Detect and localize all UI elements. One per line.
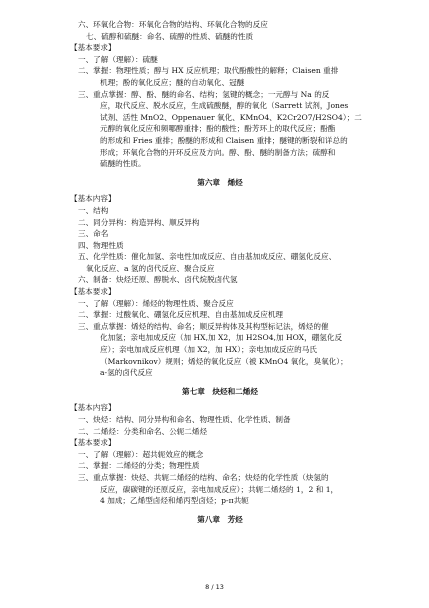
text-line: 二、掌握：过酸氧化、硼氢化反应机理、自由基加成反应机理 <box>78 310 284 320</box>
text-line: 反应，碳碳键的还原反应，亲电加成反应）；共轭二烯烃的 1，2 和 1， <box>100 484 339 494</box>
text-line: 二、掌握：物理性质；醇与 HX 反应机理；取代酚酸性的解释；Claisen 重排 <box>78 66 339 76</box>
text-line: 六、制备：炔烃还原、醇脱水、卤代烷脱卤代氢 <box>78 275 238 285</box>
text-line: 【基本要求】 <box>70 438 116 448</box>
text-line: 五、化学性质：催化加氢、亲电性加成反应、自由基加成反应、硼氢化反应、 <box>78 252 337 262</box>
text-line: 试剂、活性 MnO2、Oppenauer 氧化、KMnO4、K2Cr2O7/H2SO4）；二 <box>100 112 362 122</box>
text-line: 七、硫醇和硫醚：命名、硫醇的性质、硫醚的性质 <box>86 31 254 41</box>
text-line: 4 加成；乙烯型卤烃和烯丙型卤烃；p-π共轭 <box>100 496 249 506</box>
text-line: 三、重点掌握：烯烃的结构、命名；顺反异构体及其构型标记法，烯烃的催 <box>78 321 329 331</box>
text-line: 一、炔烃：结构、同分异构和命名、物理性质、化学性质、制备 <box>78 415 291 424</box>
text-line: 六、环氧化合物：环氧化合物的结构、环氧化合物的反应 <box>78 20 268 29</box>
text-line: 一、了解（理解）：超共轭效应的概念 <box>78 449 204 459</box>
text-line: 的形成和 Fries 重排；酚醚的形成和 Claisen 重排；醚键的断裂和详总的 <box>100 135 348 145</box>
text-line: 形成；环氧化合物的开环反应及方向。醇、酚、醚的制备方法；硫醇和 <box>100 147 336 157</box>
text-line: a-氢的卤代反应 <box>100 368 153 378</box>
text-line: 四、物理性质 <box>78 240 124 250</box>
text-line: 三、重点掌握：炔烃、共轭二烯烃的结构、命名；炔烃的化学性质（炔氢的 <box>78 472 329 482</box>
text-line: 硫醚的性质。 <box>100 159 146 169</box>
page-number: 8 / 13 <box>205 583 224 591</box>
text-line: 【基本要求】 <box>70 43 116 53</box>
text-line: 二、同分异构：构造异构、顺反异构 <box>78 217 200 227</box>
chapter-heading: 第八章 芳烃 <box>197 514 243 524</box>
text-line: 三、命名 <box>78 229 109 239</box>
text-line: 一、了解（理解）：硫醚 <box>78 54 158 64</box>
text-line: 应）；亲电加成反应机理（加 X2，加 HX）；亲电加成反应的马氏 <box>100 345 317 355</box>
text-line: 二、掌握：二烯烃的分类；物理性质 <box>78 461 200 471</box>
text-line: 氧化反应、a 氢的卤代反应、聚合反应 <box>86 263 215 273</box>
text-line: 二、二烯烃：分类和命名、公轭二烯烃 <box>78 426 208 436</box>
text-line: 化加氢；亲电加成反应（加 HX,加 X2，加 H2SO4,加 HOX，硼氢化反 <box>100 333 343 343</box>
text-line: 三、重点掌握：醇、酚、醚的命名、结构；氢键的概念；一元醇与 Na 的反 <box>78 89 330 99</box>
text-line: 应，取代反应、脱水反应，生成硫酸醚，醇的氧化（Sarrett 试剂，Jones <box>100 101 349 111</box>
text-line: 元醇的氧化反应和频哪醇重排；酚的酸性；酚芳环上的取代反应；酚酯 <box>100 124 336 134</box>
text-line: 机理；酚的氧化反应；醚的自动氧化、冠醚 <box>100 77 245 87</box>
chapter-heading: 第七章 炔烃和二烯烃 <box>182 386 258 396</box>
text-line: （Markovnikov）规则；烯烃的氧化反应（被 KMnO4 氧化，臭氧化）； <box>100 356 348 366</box>
text-line: 一、结构 <box>78 205 109 215</box>
chapter-heading: 第六章 烯烃 <box>197 177 243 187</box>
text-line: 【基本内容】 <box>70 194 116 204</box>
text-line: 【基本内容】 <box>70 403 116 413</box>
text-line: 一、了解（理解）：烯烃的物理性质、聚合反应 <box>78 298 234 308</box>
document-body <box>70 19 370 530</box>
text-line: 【基本要求】 <box>70 287 116 297</box>
